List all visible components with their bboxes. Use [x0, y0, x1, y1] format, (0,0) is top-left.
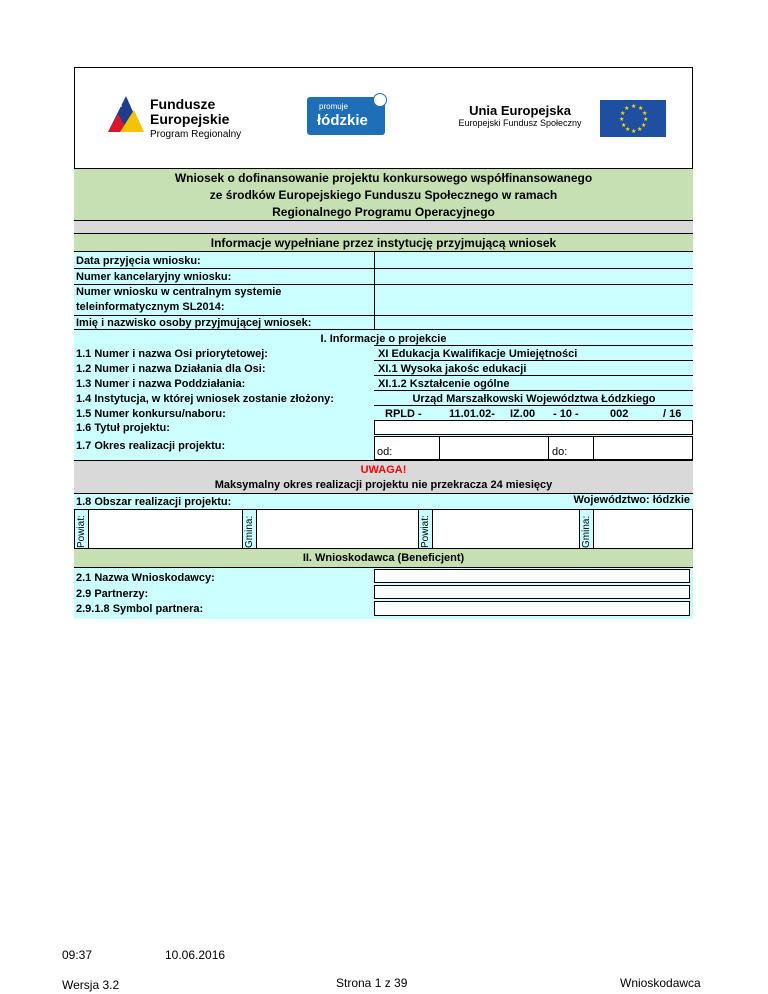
header-line3: Regionalnego Programu Operacyjnego	[272, 205, 495, 219]
subaction-label: 1.3 Numer i nazwa Poddziałania:	[76, 378, 246, 390]
applicant-name-label: 2.1 Nazwa Wnioskodawcy:	[76, 572, 215, 584]
gmina-right-label: Gmina:	[581, 515, 592, 548]
period-label: 1.7 Okres realizacji projektu:	[76, 440, 226, 452]
svg-text:★: ★	[631, 103, 637, 110]
contest-part-6: / 16	[663, 408, 682, 420]
intake-title: Informacje wypełniane przez instytucję przyjmującą wniosek	[74, 234, 693, 252]
warning-block	[74, 460, 693, 494]
partner-symbol-label: 2.9.1.8 Symbol partnera:	[76, 603, 204, 615]
project-title-label: 1.6 Tytuł projektu:	[76, 422, 170, 434]
contest-part-2: 11.01.02-	[449, 408, 495, 420]
svg-text:★: ★	[619, 116, 625, 123]
fe-line1: Fundusze	[150, 96, 216, 112]
period-from-field[interactable]	[439, 436, 549, 460]
project-title-line	[374, 345, 693, 346]
ue-line1: Unia Europejska	[469, 103, 571, 118]
ue-logo-text	[445, 103, 595, 128]
period-from-cell	[374, 436, 440, 460]
contest-part-1: RPLD -	[385, 408, 422, 420]
form-header	[74, 168, 693, 221]
action-line	[374, 375, 693, 376]
action-value[interactable]: XI.1 Wysoka jakośc edukacji	[378, 363, 527, 375]
intake-receiver-name: Imię i nazwisko osoby przyjmującej wniosek:	[76, 317, 312, 329]
project-title-field[interactable]	[374, 420, 693, 435]
project-title: I. Informacje o projekcie	[320, 333, 447, 345]
contest-part-4: - 10 -	[553, 408, 579, 420]
footer-version: Wersja 3.2	[62, 978, 120, 992]
fe-logo	[106, 92, 146, 136]
footer-sheet-name: Wnioskodawca	[620, 976, 701, 990]
eu-flag-icon	[600, 100, 666, 137]
intake-office-number-field[interactable]	[375, 269, 693, 284]
axis-label: 1.1 Numer i nazwa Osi priorytetowej:	[76, 348, 268, 360]
powiat-left-field[interactable]	[88, 509, 243, 549]
contest-part-5: 002	[610, 408, 629, 420]
gmina-left-field[interactable]	[256, 509, 419, 549]
header-line1: Wniosek o dofinansowanie projektu konkursowego współfinansowanego	[174, 171, 593, 185]
period-to-cell	[548, 436, 594, 460]
header-line2: ze środków Europejskiego Funduszu Społecznego w ramach	[209, 188, 558, 202]
svg-text:★: ★	[625, 126, 631, 133]
svg-text:★: ★	[620, 110, 626, 117]
gmina-right-field[interactable]	[593, 509, 693, 549]
area-label: 1.8 Obszar realizacji projektu:	[76, 496, 232, 508]
contest-label: 1.5 Numer konkursu/naboru:	[76, 408, 226, 420]
svg-text:★: ★	[643, 116, 649, 123]
warning-title: UWAGA!	[360, 464, 407, 476]
svg-text:★: ★	[631, 128, 637, 135]
ue-line2: Europejski Fundusz Społeczny	[458, 118, 582, 128]
institution-label: 1.4 Instytucja, w której wniosek zostanie złożony:	[76, 393, 334, 405]
voivodeship: Województwo: łódzkie	[573, 494, 690, 506]
axis-line	[374, 360, 693, 361]
svg-text:★: ★	[638, 105, 644, 112]
footer-time: 09:37	[62, 948, 93, 962]
gmina-left-label: Gmina:	[244, 515, 255, 548]
partners-field[interactable]	[374, 585, 690, 599]
fe-line3: Program Regionalny	[150, 129, 242, 140]
footer-date: 10.06.2016	[165, 948, 226, 962]
intake-office-number: Numer kancelaryjny wniosku:	[76, 271, 232, 283]
partners-label: 2.9 Partnerzy:	[76, 588, 149, 600]
warning-text: Maksymalny okres realizacji projektu nie przekracza 24 miesięcy	[214, 479, 553, 491]
subaction-value[interactable]: XI.1.2 Kształcenie ogólne	[378, 378, 510, 390]
applicant-title: II. Wnioskodawca (Beneficjent)	[74, 549, 693, 568]
fe-logo-text	[150, 97, 241, 142]
powiat-right-label: Powiat:	[420, 515, 431, 548]
period-to-field[interactable]	[593, 436, 693, 460]
subaction-line	[374, 390, 693, 391]
gmina-left-label-cell	[242, 509, 257, 549]
period-from-label: od:	[377, 446, 393, 458]
gmina-right-label-cell	[579, 509, 594, 549]
powiat-right-label-cell	[418, 509, 433, 549]
institution-value[interactable]: Urząd Marszałkowski Województwa Łódzkiego	[412, 393, 656, 405]
powiat-left-label: Powiat:	[76, 515, 87, 548]
partner-symbol-field[interactable]	[374, 601, 690, 616]
lodzkie-logo	[307, 97, 385, 135]
intake-received-date-field[interactable]	[375, 252, 693, 268]
lodzkie-badge-icon	[373, 93, 387, 107]
intake-received-date: Data przyjęcia wniosku:	[76, 255, 201, 267]
fe-logo-icon	[106, 92, 146, 136]
spacer-band	[74, 221, 693, 234]
intake-sl-number-1: Numer wniosku w centralnym systemie	[76, 286, 282, 298]
lodzkie-big: łódzkie	[317, 112, 368, 129]
footer-page: Strona 1 z 39	[336, 976, 408, 990]
svg-text:★: ★	[637, 126, 643, 133]
applicant-name-field[interactable]	[374, 569, 690, 583]
fe-line2: Europejskie	[150, 111, 230, 127]
intake-sl-number-2: teleinformatycznym SL2014:	[76, 301, 225, 313]
svg-text:★: ★	[642, 110, 648, 117]
institution-line	[374, 405, 693, 406]
contest-part-3: IZ.00	[510, 408, 536, 420]
powiat-right-field[interactable]	[432, 509, 580, 549]
svg-text:★: ★	[641, 122, 647, 129]
period-to-label: do:	[552, 446, 568, 458]
powiat-left-label-cell	[74, 509, 89, 549]
lodzkie-small: promuje	[319, 102, 348, 111]
intake-receiver-name-field[interactable]	[375, 316, 693, 330]
svg-text:★: ★	[621, 122, 627, 129]
axis-value[interactable]: XI Edukacja Kwalifikacje Umiejętności	[378, 348, 578, 360]
intake-sl-number-field[interactable]	[375, 285, 693, 315]
svg-text:★: ★	[624, 105, 630, 112]
action-label: 1.2 Numer i nazwa Działania dla Osi:	[76, 363, 266, 375]
